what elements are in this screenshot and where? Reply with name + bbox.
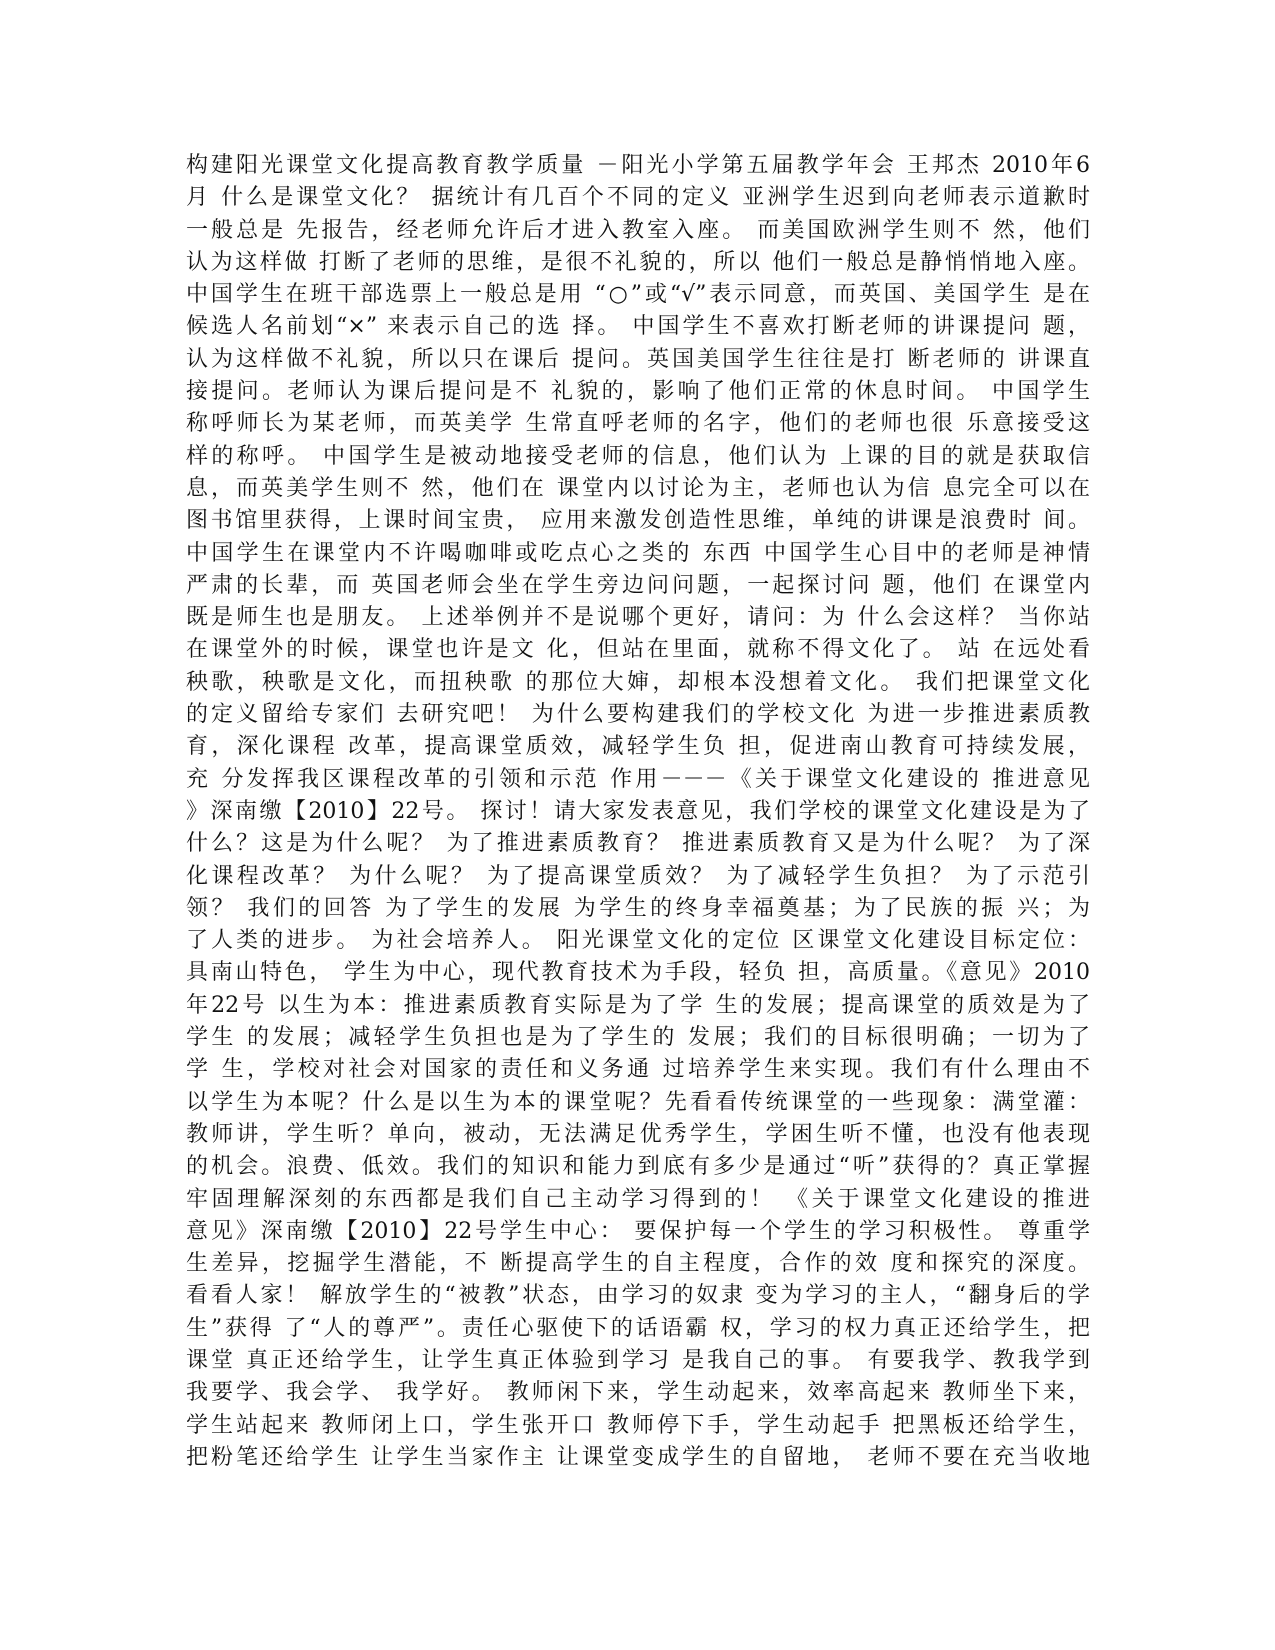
text-line: 育，深化课程 改革，提高课堂质效，减轻学生负 担，促进南山教育可持续发展，	[186, 734, 1090, 760]
text-line: 以学生为本呢？什么是以生为本的课堂呢？先看看传统课堂的一些现象：满堂灌：	[186, 1089, 1090, 1115]
text-line: 严肃的长辈，而 英国老师会坐在学生旁边问问题，一起探讨问 题，他们 在课堂内	[186, 572, 1090, 598]
text-line: 图书馆里获得，上课时间宝贵， 应用来激发创造性思维，单纯的讲课是浪费时 间。	[186, 508, 1090, 534]
text-line: 秧歌，秧歌是文化，而扭秧歌 的那位大婶，却根本没想着文化。 我们把课堂文化	[186, 669, 1090, 695]
text-line: 认为这样做 打断了老师的思维，是很不礼貌的，所以 他们一般总是静悄悄地入座。	[186, 249, 1090, 275]
text-line: 在课堂外的时候，课堂也许是文 化，但站在里面，就称不得文化了。 站 在远处看	[186, 637, 1090, 663]
text-line: 牢固理解深刻的东西都是我们自己主动学习得到的！ 《关于课堂文化建设的推进	[186, 1186, 1090, 1212]
text-line: 学生 的发展；减轻学生负担也是为了学生的 发展；我们的目标很明确；一切为了	[186, 1025, 1090, 1051]
text-line: 领？ 我们的回答 为了学生的发展 为学生的终身幸福奠基；为了民族的振 兴；为	[186, 895, 1090, 921]
text-line: 称呼师长为某老师，而英美学 生常直呼老师的名字，他们的老师也很 乐意接受这	[186, 411, 1090, 437]
body-text	[186, 150, 1090, 1474]
text-line: 的机会。浪费、低效。我们的知识和能力到底有多少是通过“听”获得的？真正掌握	[186, 1154, 1090, 1180]
text-line: 年22号 以生为本：推进素质教育实际是为了学 生的发展；提高课堂的质效是为了	[186, 992, 1090, 1018]
text-line: 既是师生也是朋友。 上述举例并不是说哪个更好，请问：为 什么会这样？ 当你站	[186, 605, 1090, 631]
text-line: 样的称呼。 中国学生是被动地接受老师的信息，他们认为 上课的目的就是获取信	[186, 443, 1090, 469]
text-line: 接提问。老师认为课后提问是不 礼貌的，影响了他们正常的休息时间。 中国学生	[186, 379, 1090, 405]
text-line: 构建阳光课堂文化提高教育教学质量 －阳光小学第五届教学年会 王邦杰 2010年6	[186, 153, 1090, 178]
text-line: 学生站起来 教师闭上口，学生张开口 教师停下手，学生动起手 把黑板还给学生，	[186, 1412, 1090, 1438]
text-line: 中国学生在班干部选票上一般总是用 “○”或“√”表示同意，而英国、美国学生 是在	[186, 282, 1090, 308]
text-line: 了人类的进步。 为社会培养人。 阳光课堂文化的定位 区课堂文化建设目标定位：	[186, 928, 1090, 954]
text-line: 一般总是 先报告，经老师允许后才进入教室入座。 而美国欧洲学生则不 然，他们	[186, 217, 1090, 243]
text-line: 中国学生在课堂内不许喝咖啡或吃点心之类的 东西 中国学生心目中的老师是神情	[186, 540, 1090, 566]
text-line: 什么？这是为什么呢？ 为了推进素质教育？ 推进素质教育又是为什么呢？ 为了深	[186, 831, 1090, 857]
text-line: 具南山特色， 学生为中心，现代教育技术为手段，轻负 担，高质量。《意见》2010	[186, 960, 1090, 986]
text-line: 》深南缴【2010】22号。 探讨！请大家发表意见，我们学校的课堂文化建设是为了	[186, 798, 1090, 824]
text-line: 生”获得 了“人的尊严”。责任心驱使下的话语霸 权，学习的权力真正还给学生，把	[186, 1315, 1090, 1341]
text-line: 候选人名前划“×” 来表示自己的选 择。 中国学生不喜欢打断老师的讲课提问 题，	[186, 314, 1090, 340]
text-line: 把粉笔还给学生 让学生当家作主 让课堂变成学生的自留地， 老师不要在充当收地	[186, 1444, 1090, 1470]
text-line: 的定义留给专家们 去研究吧！ 为什么要构建我们的学校文化 为进一步推进素质教	[186, 702, 1090, 728]
text-line: 看看人家！ 解放学生的“被教”状态，由学习的奴隶 变为学习的主人，“翻身后的学	[186, 1283, 1090, 1309]
text-line: 认为这样做不礼貌，所以只在课后 提问。英国美国学生往往是打 断老师的 讲课直	[186, 346, 1090, 372]
text-line: 息，而英美学生则不 然，他们在 课堂内以讨论为主，老师也认为信 息完全可以在	[186, 475, 1090, 501]
text-line: 课堂 真正还给学生，让学生真正体验到学习 是我自己的事。 有要我学、教我学到	[186, 1347, 1090, 1373]
text-line: 化课程改革？ 为什么呢？ 为了提高课堂质效？ 为了减轻学生负担？ 为了示范引	[186, 863, 1090, 889]
text-line: 我要学、我会学、 我学好。 教师闲下来，学生动起来，效率高起来 教师坐下来，	[186, 1380, 1090, 1406]
text-line: 教师讲，学生听？单向，被动，无法满足优秀学生，学困生听不懂，也没有他表现	[186, 1121, 1090, 1147]
text-line: 充 分发挥我区课程改革的引领和示范 作用－－－《关于课堂文化建设的 推进意见	[186, 766, 1090, 792]
text-line: 学 生，学校对社会对国家的责任和义务通 过培养学生来实现。我们有什么理由不	[186, 1057, 1090, 1083]
text-line: 意见》深南缴【2010】22号学生中心： 要保护每一个学生的学习积极性。 尊重学	[186, 1218, 1090, 1244]
text-line: 生差异，挖掘学生潜能，不 断提高学生的自主程度，合作的效 度和探究的深度。	[186, 1251, 1090, 1277]
text-line: 月 什么是课堂文化？ 据统计有几百个不同的定义 亚洲学生迟到向老师表示道歉时	[186, 185, 1090, 211]
